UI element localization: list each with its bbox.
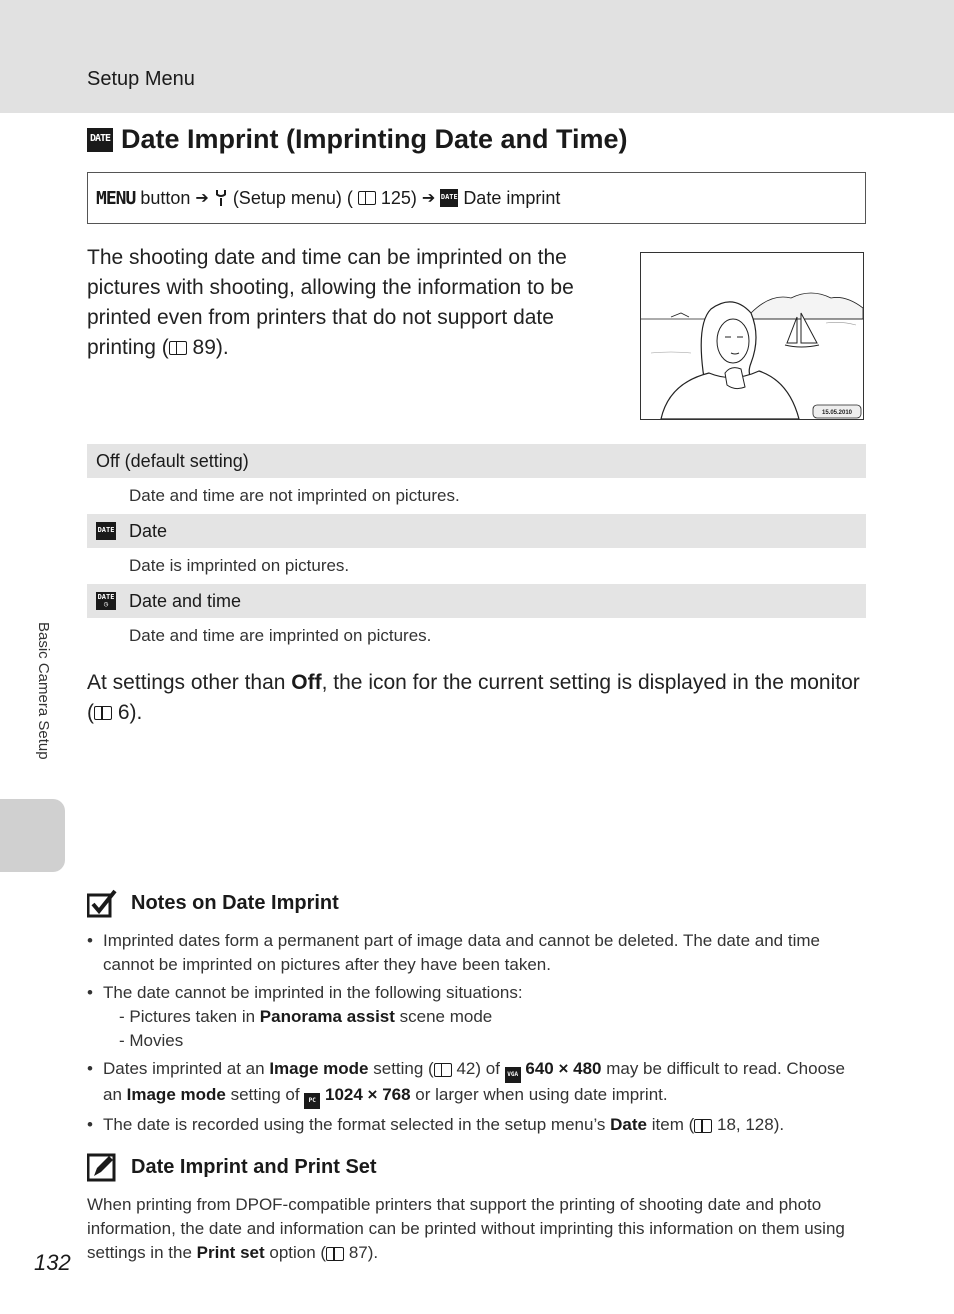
- print-set-heading-text: Date Imprint and Print Set: [131, 1155, 377, 1178]
- date-imprint-small-icon: DATE: [440, 189, 458, 207]
- note-b4-mid: item (: [647, 1115, 695, 1134]
- checkmark-note-icon: [87, 888, 117, 918]
- pencil-note-icon: [87, 1152, 117, 1182]
- note-b2: The date cannot be imprinted in the following situations:: [103, 983, 523, 1002]
- option-desc-date-time: Date and time are imprinted on pictures.: [129, 626, 432, 645]
- setup-page-ref: 125): [380, 187, 417, 208]
- page-title: [87, 124, 628, 155]
- arrow-right-icon: ➔: [195, 190, 209, 207]
- note-b4-ref: 18, 128).: [716, 1115, 785, 1134]
- option-label-date: Date: [129, 520, 168, 541]
- print-set-mid: option (: [264, 1243, 327, 1262]
- sub-item: [103, 1005, 867, 1029]
- page-title-text: Date Imprint (Imprinting Date and Time): [121, 124, 628, 154]
- note-b3-mid3: setting of: [225, 1085, 305, 1104]
- book-reference-icon: [169, 341, 187, 355]
- notes-list: [87, 929, 867, 1141]
- note-b2-sub1-bold: Panorama assist: [259, 1007, 395, 1026]
- book-reference-icon: [434, 1063, 452, 1077]
- note-b2-sub1-post: scene mode: [394, 1007, 493, 1026]
- book-reference-icon: [694, 1119, 712, 1133]
- option-row-off: [87, 444, 866, 478]
- side-chapter-label: Basic Camera Setup: [35, 622, 52, 760]
- list-item: [87, 929, 867, 977]
- note-b3-pre: Dates imprinted at an: [103, 1059, 270, 1078]
- note-b3-post: or larger when using date imprint.: [410, 1085, 668, 1104]
- option-desc-date: Date is imprinted on pictures.: [129, 556, 350, 575]
- date-imprint-item-text: Date imprint: [463, 187, 561, 208]
- note-b3-bold1: Image mode: [269, 1059, 369, 1078]
- arrow-right-icon-2: ➔: [421, 190, 436, 207]
- option-row-date: [87, 514, 866, 548]
- wrench-icon: [214, 189, 228, 207]
- side-chapter-tab: [0, 799, 65, 872]
- sample-photo-illustration: [641, 253, 863, 419]
- note-b2-sub1-pre: - Pictures taken in: [119, 1007, 260, 1026]
- book-reference-icon: [326, 1247, 344, 1261]
- option-row-date-time: [87, 584, 866, 618]
- print-set-bold: Print set: [196, 1243, 265, 1262]
- monitor-note-post: , the icon for the current setting is displayed in the monitor (: [87, 671, 860, 724]
- sample-photo: [640, 252, 864, 420]
- monitor-note: [87, 668, 867, 728]
- menu-button-label: MENU: [96, 187, 136, 209]
- vga-icon: VGA: [505, 1067, 521, 1083]
- option-desc-off: Date and time are not imprinted on pictures.: [129, 486, 460, 505]
- print-set-ref: 87).: [348, 1243, 379, 1262]
- date-stamp: 15.05.2010: [821, 410, 853, 416]
- date-imprint-icon: DATE: [87, 128, 113, 152]
- header-band: [0, 0, 954, 113]
- print-set-pre: When printing from DPOF-compatible printers that support the printing of shooting date and photo information, the date and information can be printed without imprinting this information on them using settings in the: [87, 1195, 845, 1262]
- note-b3-bold2: 640 × 480: [525, 1059, 602, 1078]
- intro-text: The shooting date and time can be imprinted on the pictures with shooting, allowing the information to be printed even from printers that do not support date printing (: [87, 246, 574, 359]
- note-b4-pre: The date is recorded using the format selected in the setup menu’s: [103, 1115, 611, 1134]
- monitor-note-off: Off: [291, 671, 322, 694]
- section-label: Setup Menu: [87, 68, 195, 90]
- note-b4-bold: Date: [610, 1115, 648, 1134]
- list-item: [87, 1057, 867, 1109]
- note-b3-ref: 42) of: [456, 1059, 505, 1078]
- button-text: button: [140, 187, 191, 208]
- note-b3-bold4: 1024 × 768: [325, 1085, 411, 1104]
- note-b1: Imprinted dates form a permanent part of image data and cannot be deleted. The date and time cannot be imprinted on pictures after they have been taken.: [103, 931, 820, 974]
- monitor-note-pre: At settings other than: [87, 671, 292, 694]
- note-b3-mid1: setting (: [368, 1059, 434, 1078]
- notes-heading: [87, 888, 339, 918]
- setup-menu-text: (Setup menu) (: [232, 187, 353, 208]
- note-b2-sub2: - Movies: [119, 1031, 184, 1050]
- book-reference-icon: [94, 706, 112, 720]
- note-b3-bold3: Image mode: [126, 1085, 226, 1104]
- date-time-icon: DATE ◷: [97, 593, 115, 608]
- list-item: [87, 1113, 867, 1137]
- option-label-off: Off (default setting): [96, 450, 249, 471]
- monitor-note-ref: 6).: [117, 701, 143, 724]
- pc-icon: PC: [304, 1093, 320, 1109]
- book-reference-icon: [358, 191, 376, 205]
- sub-item: [103, 1029, 867, 1053]
- note-b3-mid2: may be difficult to read. Choose an: [103, 1059, 845, 1104]
- print-set-paragraph: [87, 1193, 867, 1265]
- notes-heading-text: Notes on Date Imprint: [131, 891, 339, 914]
- intro-paragraph: [87, 243, 617, 363]
- menu-path-box: [87, 172, 866, 224]
- date-icon: DATE: [96, 522, 116, 540]
- list-item: [87, 981, 867, 1053]
- intro-page-ref: 89).: [192, 336, 229, 359]
- page-number: 132: [34, 1250, 71, 1275]
- print-set-heading: [87, 1152, 377, 1182]
- option-label-date-time: Date and time: [129, 590, 242, 611]
